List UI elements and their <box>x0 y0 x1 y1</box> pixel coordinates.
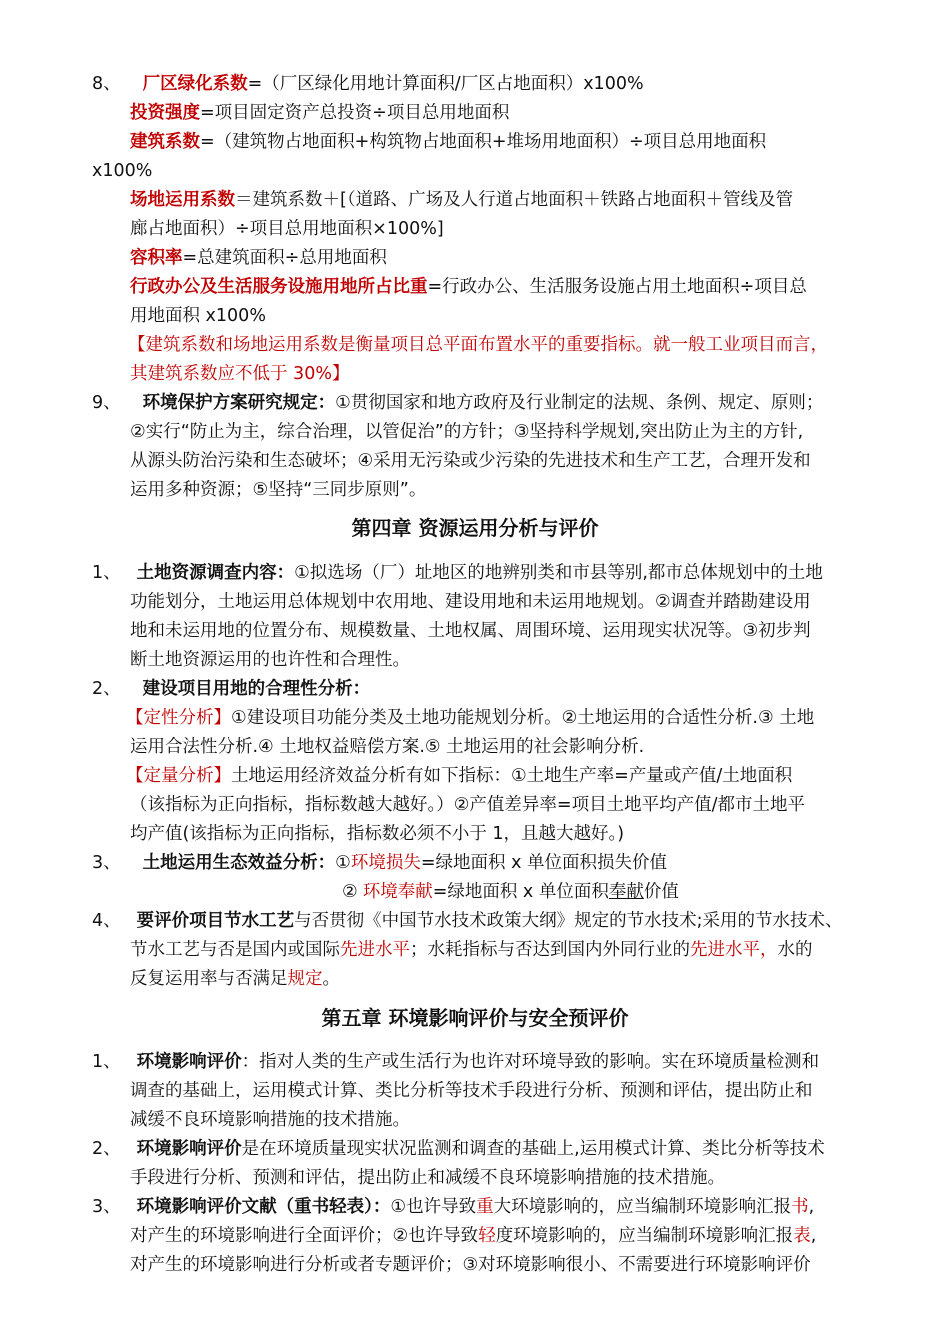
item-text: 节水工艺与否是国内或国际 <box>130 940 340 960</box>
qualitative-line-1 <box>126 704 814 732</box>
term-eco-benefit: 土地运用生态效益分析： <box>142 853 336 873</box>
item-9-line-4: 运用多种资源；⑤坚持“三同步原则”。 <box>130 480 427 500</box>
ch5-item-2-line-2: 手段进行分析、预测和评估，提出防止和减缓不良环境影响措施的技术措施。 <box>130 1168 725 1188</box>
item-text: 土地运用经济效益分析有如下指标：①土地生产率=产量或产值/土地面积 <box>231 766 793 786</box>
item-text: 对产生的环境影响进行全面评价；②也许导致 <box>130 1226 479 1246</box>
item-number: 2、 <box>92 1139 121 1159</box>
item-8-line-3 <box>130 128 766 156</box>
ch5-item-2-line-1 <box>92 1135 825 1163</box>
item-text: ①拟选场（厂）址地区的地辨别类和市县等别,都市总体规划中的土地 <box>294 563 823 583</box>
formula-text: =行政办公、生活服务设施占用土地面积÷项目总 <box>427 277 807 297</box>
term-land-rationality: 建设项目用地的合理性分析： <box>142 679 371 699</box>
item-8-line-4: x100% <box>92 161 153 181</box>
qualitative-line-2: 运用合法性分析.④ 土地权益赔偿方案.⑤ 土地运用的社会影响分析. <box>130 737 645 757</box>
ch4-item-3-line-2 <box>342 878 679 906</box>
item-9-line-1 <box>92 389 823 417</box>
item-text: ：指对人类的生产或生活行为也许对环境导致的影响。实在环境质量检测和 <box>241 1052 820 1072</box>
ch5-item-3-line-3: 对产生的环境影响进行分析或者专题评价；③对环境影响很小、不需要进行环境影响评价 <box>130 1255 811 1275</box>
formula-text: 价值 <box>643 882 679 902</box>
quantitative-tag: 【定量分析】 <box>126 766 231 786</box>
ch5-item-1-line-3: 减缓不良环境影响措施的技术措施。 <box>130 1110 410 1130</box>
item-text: ①建设项目功能分类及土地功能规划分析。②土地运用的合适性分析.③ 土地 <box>231 708 815 728</box>
ch4-item-1-line-1 <box>92 559 823 587</box>
formula-text: =总建筑面积÷总用地面积 <box>182 248 387 268</box>
term-eia-documents: 环境影响评价文献（重书轻表）： <box>136 1197 391 1217</box>
underlined-word: 奉献 <box>608 882 644 902</box>
chapter-4-title: 第四章 资源运用分析与评价 <box>351 516 599 540</box>
item-number: 3、 <box>92 853 121 873</box>
item-9-line-3: 从源头防治污染和生态破坏；④采用无污染或少污染的先进技术和生产工艺，合理开发和 <box>130 451 811 471</box>
highlight-advanced-level: 先进水平， <box>690 940 778 960</box>
item-text: 度环境影响的，应当编制环境影响汇报 <box>495 1226 794 1246</box>
term-investment-intensity: 投资强度 <box>130 103 200 123</box>
item-text: , <box>810 1226 817 1246</box>
formula-text: =（建筑物占地面积+构筑物占地面积+堆场用地面积）÷项目总用地面积 <box>200 132 767 152</box>
ch5-item-3-line-2 <box>130 1222 816 1250</box>
item-text: ①贯彻国家和地方政府及行业制定的法规、条例、规定、原则； <box>335 393 824 413</box>
ch4-item-2-line-1 <box>92 675 370 703</box>
ch5-item-1-line-1 <box>92 1048 819 1076</box>
quantitative-line-2: （该指标为正向指标，指标数越大越好。）②产值差异率=项目土地平均产值/都市土地平 <box>130 795 805 815</box>
circled-number: ② <box>342 882 358 902</box>
term-env-contribution: 环境奉献 <box>362 882 433 902</box>
item-number: 9、 <box>92 393 121 413</box>
item-text: ①也许导致 <box>390 1197 477 1217</box>
chapter-5-title: 第五章 环境影响评价与安全预评价 <box>321 1006 629 1030</box>
highlight-advanced-level: 先进水平 <box>340 940 410 960</box>
term-land-survey: 土地资源调查内容： <box>136 563 295 583</box>
term-plot-ratio: 容积率 <box>130 248 183 268</box>
formula-text: =绿地面积 x 单位面积 <box>432 882 609 902</box>
note-line-2: 其建筑系数应不低于 30%】 <box>130 364 350 384</box>
highlight-book: 书 <box>791 1197 809 1217</box>
term-env-loss: 环境损失 <box>350 853 421 873</box>
item-8-line-9: 用地面积 x100% <box>130 306 266 326</box>
ch4-item-1-line-4: 断土地资源运用的也许性和合理性。 <box>130 650 410 670</box>
item-text: 大环境影响的，应当编制环境影响汇报 <box>493 1197 792 1217</box>
formula-text: =（厂区绿化用地计算面积/厂区占地面积）x100% <box>247 74 644 94</box>
circled-number: ① <box>335 853 351 873</box>
item-number: 1、 <box>92 1052 121 1072</box>
quantitative-line-1 <box>126 762 792 790</box>
item-text: 与否贯彻《中国节水技术政策大纲》规定的节水技术;采用的节水技术、 <box>294 911 843 931</box>
term-admin-ratio: 行政办公及生活服务设施用地所占比重 <box>130 277 428 297</box>
item-number: 8、 <box>92 74 121 94</box>
item-number: 3、 <box>92 1197 121 1217</box>
item-text: ；水耗指标与否达到国内外同行业的 <box>410 940 690 960</box>
item-8-line-1 <box>92 70 644 98</box>
formula-text: ＝建筑系数＋[（道路、广场及人行道占地面积＋铁路占地面积＋管线及管 <box>235 190 794 210</box>
item-text: 是在环境质量现实状况监测和调查的基础上,运用模式计算、类比分析等技术 <box>241 1139 825 1159</box>
highlight-regulation: 规定 <box>287 969 323 989</box>
item-8-line-7 <box>130 244 387 272</box>
term-water-saving: 要评价项目节水工艺 <box>136 911 295 931</box>
ch5-item-1-line-2: 调查的基础上，运用模式计算、类比分析等技术手段进行分析、预测和评估，提出防止和 <box>130 1081 813 1101</box>
item-text: 。 <box>322 969 340 989</box>
item-text: 反复运用率与否满足 <box>130 969 288 989</box>
formula-text: =绿地面积 x 单位面积损失价值 <box>420 853 667 873</box>
note-line-1: 【建筑系数和场地运用系数是衡量项目总平面布置水平的重要指标。就一般工业项目而言， <box>128 335 828 355</box>
ch4-item-4-line-3 <box>130 965 340 993</box>
item-number: 2、 <box>92 679 121 699</box>
item-8-line-2 <box>130 99 509 127</box>
term-site-utilization: 场地运用系数 <box>130 190 235 210</box>
item-text: , <box>808 1197 815 1217</box>
term-eia: 环境影响评价 <box>136 1052 242 1072</box>
formula-text: =项目固定资产总投资÷项目总用地面积 <box>200 103 510 123</box>
term-eia: 环境影响评价 <box>136 1139 242 1159</box>
item-8-line-5 <box>130 186 793 214</box>
term-env-protection: 环境保护方案研究规定： <box>142 393 336 413</box>
highlight-major: 重 <box>476 1197 494 1217</box>
item-8-line-6: 廊占地面积）÷项目总用地面积×100%] <box>130 219 444 239</box>
quantitative-line-3: 均产值(该指标为正向指标，指标数必须不小于 1，且越大越好。) <box>130 824 625 844</box>
item-9-line-2: ②实行“防止为主，综合治理，以管促治”的方针；③坚持科学规划,突出防止为主的方针, <box>130 422 804 442</box>
ch4-item-4-line-1 <box>92 907 843 935</box>
highlight-minor: 轻 <box>478 1226 496 1246</box>
ch4-item-3-line-1 <box>92 849 667 877</box>
term-building-coefficient: 建筑系数 <box>130 132 200 152</box>
highlight-table: 表 <box>793 1226 811 1246</box>
ch4-item-1-line-2: 功能划分，土地运用总体规划中农用地、建设用地和未运用地规划。②调查并踏勘建设用 <box>130 592 811 612</box>
item-8-line-8 <box>130 273 807 301</box>
qualitative-tag: 【定性分析】 <box>126 708 231 728</box>
item-text: 水的 <box>777 940 813 960</box>
item-number: 1、 <box>92 563 121 583</box>
ch4-item-4-line-2 <box>130 936 813 964</box>
ch5-item-3-line-1 <box>92 1193 814 1221</box>
item-number: 4、 <box>92 911 121 931</box>
ch4-item-1-line-3: 地和未运用地的位置分布、规模数量、土地权属、周围环境、运用现实状况等。③初步判 <box>130 621 811 641</box>
term-green-coefficient: 厂区绿化系数 <box>142 74 248 94</box>
